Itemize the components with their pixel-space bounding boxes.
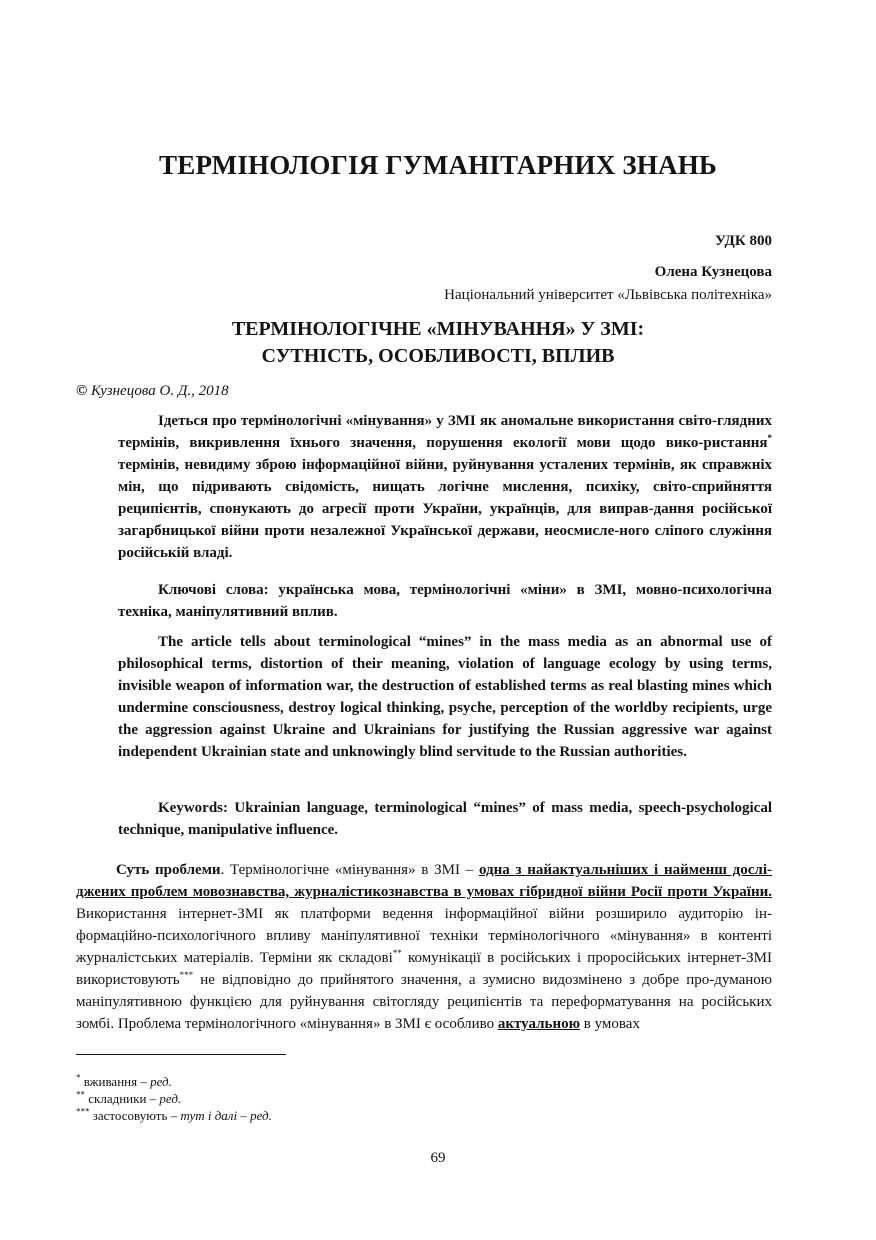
udk-code: УДК 800 [715,233,772,249]
footnote-item [76,1107,272,1124]
keywords-english: Keywords: Ukrainian language, terminological “mines” of mass media, speech-psychological technique, manipulative influence. [118,800,772,838]
abstract-ukrainian [118,410,772,564]
author-affiliation: Національний університет «Львівська політехніка» [444,287,772,303]
body-text-3: комунікації в російських і проросійських інтернет-ЗМІ використовують [76,950,772,988]
problem-lead: Суть проблеми [116,862,221,878]
underlined-word: актуальною [497,1016,581,1032]
section-title: ТЕРМІНОЛОГІЯ ГУМАНІТАРНИХ ЗНАНЬ [159,150,717,180]
body-text-4: не відповідно до прийнятого значення, а зумисно видозмінено з добре про-думаною маніпулятивною функцією для руйнування світогляду реципієнтів та переформатування на російських зомбі. Проблема термінологічного «мінування» в ЗМІ є особливо [76,972,772,1032]
footnote-word: застосовують [92,1108,168,1123]
body-text-1: . Термінологічне «мінування» в ЗМІ – [220,862,479,878]
footnote-note: – тут і далі – ред. [167,1108,272,1123]
abstract-uk-part-1: Ідеться про термінологічні «мінування» у ЗМІ як аномальне використання світо-глядних термінів, викривлення їхнього значення, порушення екології мови щодо вико-ристання [118,413,772,451]
body-text-2: Використання інтернет-ЗМІ як платформи ведення інформаційної війни розширило аудиторію ін-формаційно-психологічного впливу маніпулятивної техніки термінологічного «мінування» в контенті журналістських матеріалів. Терміни як складові [76,906,772,966]
footnote-note: – ред. [137,1074,172,1089]
article-title-line-1: ТЕРМІНОЛОГІЧНЕ «МІНУВАННЯ» У ЗМІ: [231,318,645,340]
copyright-line [76,383,229,400]
author-name: Олена Кузнецова [654,264,772,280]
footnote-marker: *** [179,970,194,980]
keywords-ukrainian: Ключові слова: українська мова, термінологічні «міни» в ЗМІ, мовно-психологічна техніка, маніпулятивний вплив. [118,582,772,620]
footnote-item [76,1090,272,1107]
abstract-uk-part-2: термінів, невидиму зброю інформаційної війни, руйнування усталених термінів, як справжніх мін, що підривають свідомість, нищать логічне мислення, психіку, світо-сприйняття реципієнтів, спонукають до агресії проти України, українців, для виправ-дання російської загарбницької війни проти незалежної Української держави, неосмисле-ного сліпого служіння російській владі. [118,457,772,561]
footnote-word: вживання [83,1074,138,1089]
body-paragraph [76,859,772,1035]
footnote-marker: * [767,433,772,443]
footnote-item [76,1073,272,1090]
body-text-5: в умовах [580,1016,640,1032]
footnote-separator [76,1054,286,1055]
footnote-word: складники [88,1091,147,1106]
article-title [0,316,876,370]
underlined-statement: одна з найактуальніших і найменш дослі-джених проблем мовознавства, журналістикознавства в умовах гібридної війни Росії проти України. [76,862,772,900]
footnote-mark: *** [76,1106,90,1117]
footnote-mark: ** [76,1089,85,1100]
page-number: 69 [430,1150,446,1166]
abstract-english: The article tells about terminological “mines” in the mass media as an abnormal use of philosophical terms, distortion of their meaning, violation of language ecology by using terms, invisible weapon of information war, the destruction of established terms as real blasting mines which undermine consciousness, destroy logical thinking, psyche, perception of the worldby recipients, urge the aggression against Ukraine and Ukrainians for justifying the Russian aggressive war against independent Ukrainian state and unknowingly blind servitude to the Russian authorities. [118,634,772,760]
article-title-line-2: СУТНІСТЬ, ОСОБЛИВОСТІ, ВПЛИВ [261,345,615,367]
copyright-text: Кузнецова О. Д., 2018 [90,383,229,399]
footnote-mark: * [76,1072,81,1083]
footnotes [76,1073,272,1124]
copyright-symbol: © [76,383,88,399]
footnote-note: – ред. [146,1091,182,1106]
footnote-marker: ** [392,948,402,958]
